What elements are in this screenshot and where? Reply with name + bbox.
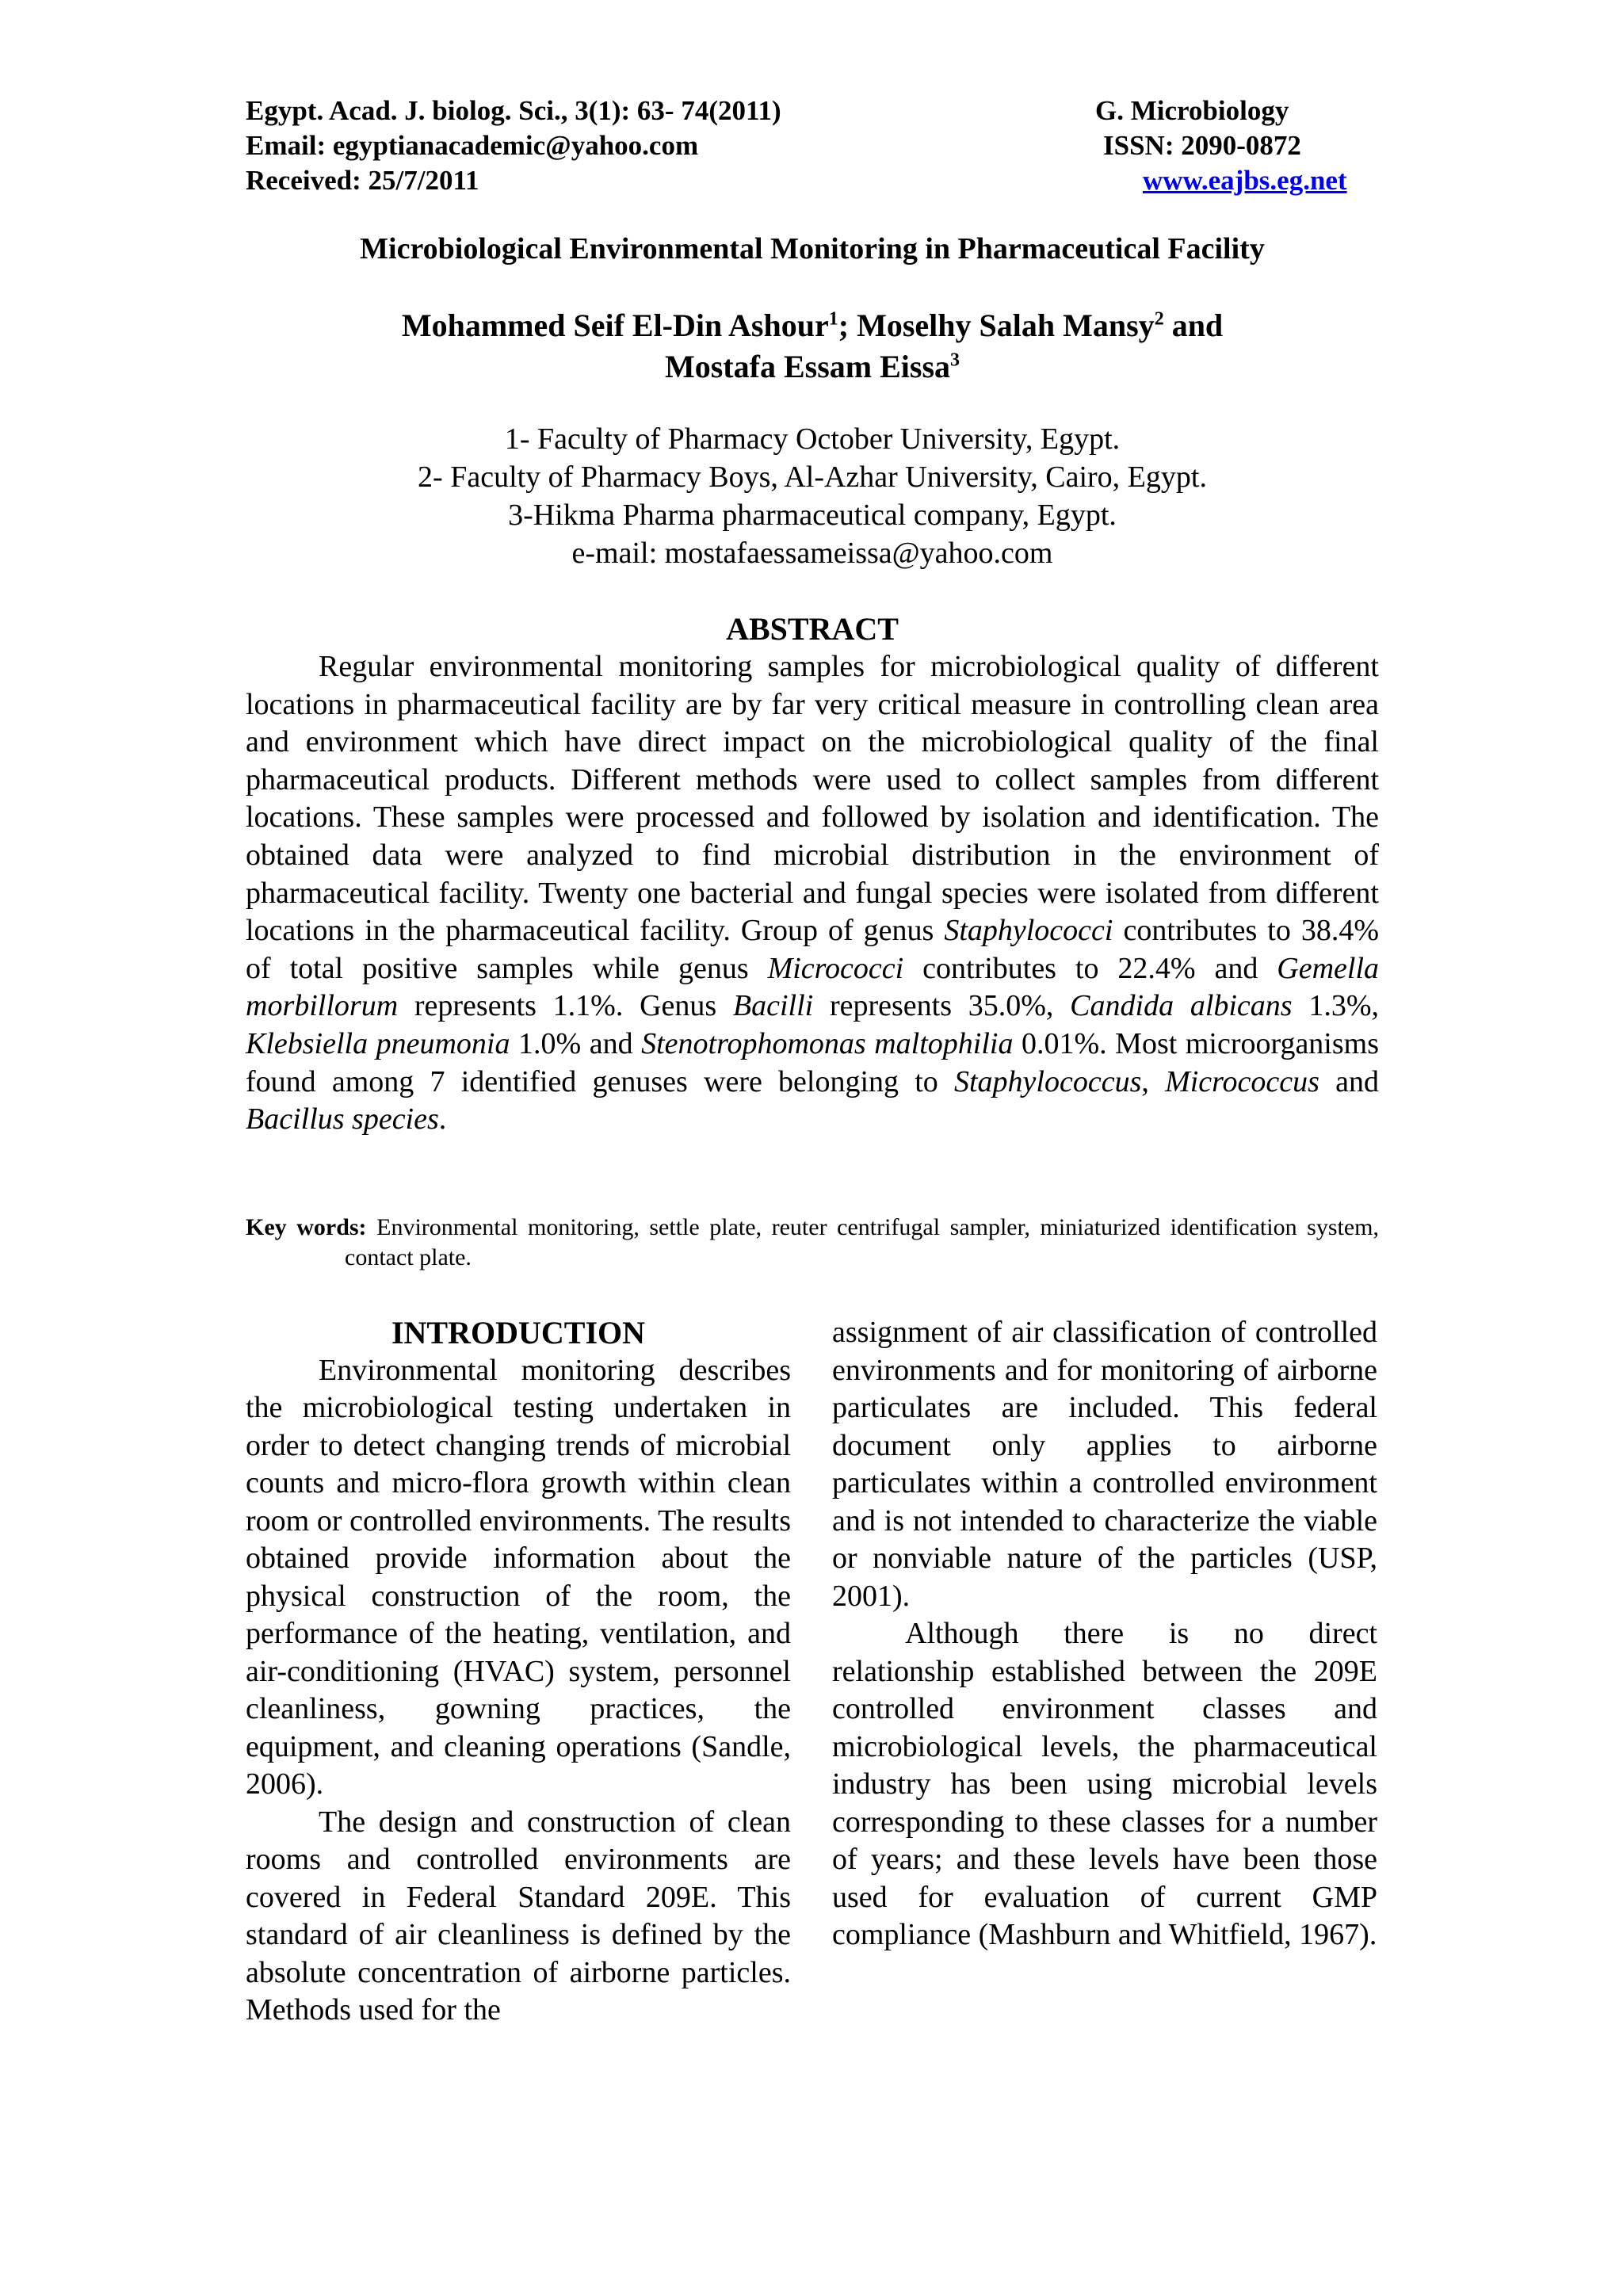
author-1: Mohammed Seif El-Din Ashour (401, 308, 829, 343)
journal-website-link[interactable]: www.eajbs.eg.net (1143, 165, 1347, 196)
abstract-text: represents 35.0%, (813, 989, 1071, 1023)
abstract-text: Regular environmental monitoring samples for microbiological quality of different locations in pharmaceutical facility are by far very critical measure in controlling clean area and environment which have direct impact on the microbiological quality of the final pharmaceutical products. Different methods were used to collect samples from different locations. These samples were processed and followed by isolation and identification. The obtained data were analyzed to find microbial distribution in the environment of pharmaceutical facility. Twenty one bacterial and fungal species were isolated from different locations in the pharmaceutical facility. Group of genus (246, 650, 1379, 948)
author-3: Mostafa Essam Eissa (664, 349, 951, 384)
species-name: Micrococcus (1165, 1064, 1319, 1098)
keywords-label: Key words: (246, 1214, 367, 1240)
journal-issn: ISSN: 2090-0872 (1103, 130, 1301, 161)
species-name: Staphylococcus (954, 1064, 1142, 1098)
abstract-heading: ABSTRACT (726, 611, 899, 647)
body-column-right (832, 1314, 1377, 1954)
species-name: Gemella morbillorum (246, 951, 1379, 1023)
keywords-text: Environmental monitoring, settle plate, reuter centrifugal sampler, miniaturized identification system, contact plate. (345, 1214, 1380, 1270)
received-date: Received: 25/7/2011 (246, 165, 479, 196)
species-name: Micrococci (767, 951, 904, 985)
abstract-text: contributes to 38.4% of total positive samples while genus (246, 914, 1380, 985)
author-2: Moselhy Salah Mansy (857, 308, 1155, 343)
abstract-text: 1.0% and (510, 1026, 642, 1060)
author-separator: ; (838, 308, 857, 343)
journal-email: Email: egyptianacademic@yahoo.com (246, 130, 699, 161)
affiliation-2: 2- Faculty of Pharmacy Boys, Al-Azhar University, Cairo, Egypt. (418, 460, 1207, 494)
species-name: Klebsiella pneumonia (246, 1026, 510, 1060)
affiliation-1: 1- Faculty of Pharmacy October University, Egypt. (504, 422, 1121, 456)
body-column-left (246, 1314, 791, 2030)
abstract-body (246, 648, 1379, 1139)
journal-header (246, 94, 1371, 198)
abstract-text: and (1319, 1064, 1379, 1098)
abstract-text: represents 1.1%. Genus (398, 989, 733, 1023)
intro-paragraph-2: The design and construction of clean rooms and controlled environments are covered in Federal Standard 209E. This standard of air cleanliness is defined by the absolute concentration of airborne particles. Methods used for the (246, 1805, 791, 2027)
species-name: Stenotrophomonas maltophilia (641, 1026, 1014, 1060)
abstract-text: . (438, 1102, 447, 1137)
contact-email: e-mail: mostafaessameissa@yahoo.com (571, 537, 1053, 570)
author-2-affil-mark: 2 (1154, 308, 1164, 330)
affiliations (246, 420, 1379, 572)
species-name: Bacilli (732, 989, 814, 1023)
author-and: and (1163, 308, 1224, 343)
abstract-text: 0.01%. Most microorganisms found among 7 identified genuses were belonging to (246, 1026, 1379, 1098)
affiliation-3: 3-Hikma Pharma pharmaceutical company, Egypt. (508, 499, 1117, 532)
species-name: Bacillus species (246, 1102, 439, 1137)
paper-title: Microbiological Environmental Monitoring in Pharmaceutical Facility (360, 232, 1265, 266)
journal-section: G. Microbiology (1095, 95, 1289, 126)
intro-paragraph-3: assignment of air classification of controlled environments and for monitoring of airborne particulates are included. This federal document only applies to airborne particulates within a controlled environment and is not intended to characterize the viable or nonviable nature of the particles (USP, 2001). (832, 1316, 1377, 1613)
journal-citation: Egypt. Acad. J. biolog. Sci., 3(1): 63- 74(2011) (246, 95, 781, 126)
species-name: Staphylococci (944, 914, 1113, 948)
introduction-heading: INTRODUCTION (391, 1315, 646, 1350)
author-list (246, 305, 1379, 388)
species-name: Candida albicans (1070, 989, 1293, 1023)
keywords (246, 1213, 1379, 1273)
intro-paragraph-4: Although there is no direct relationship established between the 209E controlled environment classes and microbiological levels, the pharmaceutical industry has been using microbial levels corresponding to these classes for a number of years; and these levels have been those used for evaluation of current GMP compliance (Mashburn and Whitfield, 1967). (832, 1617, 1377, 1951)
author-3-affil-mark: 3 (950, 350, 960, 371)
abstract-text: , (1141, 1064, 1166, 1098)
author-1-affil-mark: 1 (828, 308, 838, 330)
intro-paragraph-1: Environmental monitoring describes the microbiological testing undertaken in order to detect changing trends of microbial counts and micro-flora growth within clean room or controlled environments. The results obtained provide information about the physical construction of the room, the performance of the heating, ventilation, and air-conditioning (HVAC) system, personnel cleanliness, gowning practices, the equipment, and cleaning operations (Sandle, 2006). (246, 1353, 791, 1801)
abstract-text: 1.3%, (1292, 989, 1379, 1023)
abstract-text: contributes to 22.4% and (903, 951, 1277, 985)
